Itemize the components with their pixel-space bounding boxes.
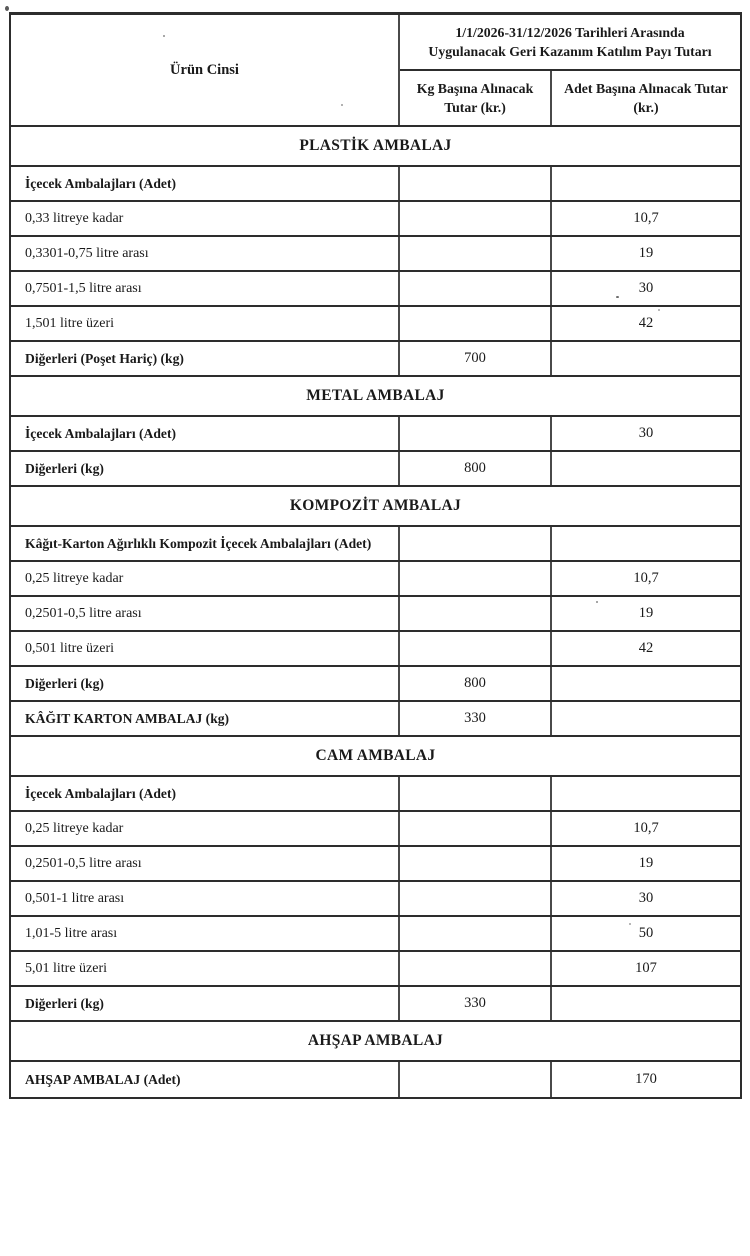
kg-value	[400, 527, 552, 560]
section-header-row	[11, 487, 740, 527]
table-row	[11, 202, 740, 237]
kg-value	[400, 202, 552, 235]
adet-value: 30	[638, 425, 654, 441]
product-label: 1,501 litre üzeri	[11, 307, 400, 340]
table-row	[11, 597, 740, 632]
kg-value	[400, 882, 552, 915]
kg-value: 330	[400, 987, 552, 1020]
product-label: 0,25 litreye kadar	[11, 562, 400, 595]
kg-value	[400, 632, 552, 665]
kg-value	[400, 307, 552, 340]
table-row	[11, 167, 740, 202]
scan-speck	[341, 104, 343, 106]
product-label: 0,501-1 litre arası	[11, 882, 400, 915]
section-header-row	[11, 377, 740, 417]
table-row	[11, 452, 740, 487]
table-body	[11, 127, 740, 1097]
product-label: 0,2501-0,5 litre arası	[11, 847, 400, 880]
adet-value	[552, 342, 740, 375]
product-label: Diğerleri (kg)	[11, 452, 400, 485]
adet-value	[552, 777, 740, 810]
section-title: METAL AMBALAJ	[306, 387, 445, 404]
adet-value: 10,7	[633, 570, 659, 586]
scan-speck	[163, 35, 165, 37]
product-label: 0,33 litreye kadar	[11, 202, 400, 235]
kg-value	[400, 597, 552, 630]
section-title: AHŞAP AMBALAJ	[307, 1032, 444, 1049]
scan-speck	[616, 296, 619, 298]
kg-value	[400, 952, 552, 985]
section-title: CAM AMBALAJ	[315, 747, 436, 764]
table-row	[11, 1062, 740, 1097]
table-row	[11, 777, 740, 812]
kg-value: 800	[400, 667, 552, 700]
product-label: Kâğıt-Karton Ağırlıklı Kompozit İçecek Ambalajları (Adet)	[11, 527, 400, 560]
adet-value: 19	[638, 855, 654, 871]
adet-value	[552, 702, 740, 735]
table-row	[11, 527, 740, 562]
adet-value	[552, 452, 740, 485]
section-header-row	[11, 1022, 740, 1062]
adet-value: 50	[638, 925, 654, 941]
adet-value	[552, 667, 740, 700]
product-label: 5,01 litre üzeri	[11, 952, 400, 985]
adet-value: 10,7	[633, 820, 659, 836]
table-row	[11, 272, 740, 307]
kg-value	[400, 562, 552, 595]
kg-value	[400, 812, 552, 845]
table-row	[11, 417, 740, 452]
product-label: İçecek Ambalajları (Adet)	[11, 777, 400, 810]
product-label: İçecek Ambalajları (Adet)	[11, 167, 400, 200]
table-header-subrow	[400, 71, 740, 125]
adet-value: 42	[638, 315, 654, 331]
kg-value	[400, 917, 552, 950]
table-row	[11, 632, 740, 667]
product-label: Diğerleri (kg)	[11, 667, 400, 700]
table-row	[11, 952, 740, 987]
adet-value	[552, 527, 740, 560]
table-row	[11, 812, 740, 847]
kg-value	[400, 417, 552, 450]
adet-value: 19	[638, 605, 654, 621]
recycling-fee-table	[9, 12, 742, 1099]
product-label: 0,2501-0,5 litre arası	[11, 597, 400, 630]
kg-value	[400, 237, 552, 270]
kg-value	[400, 1062, 552, 1097]
kg-value	[400, 847, 552, 880]
product-label: Diğerleri (Poşet Hariç) (kg)	[11, 342, 400, 375]
section-header-row	[11, 737, 740, 777]
scan-speck	[658, 309, 660, 311]
section-title: PLASTİK AMBALAJ	[299, 137, 452, 154]
kg-value: 330	[400, 702, 552, 735]
table-row	[11, 342, 740, 377]
table-row	[11, 987, 740, 1022]
product-label: 1,01-5 litre arası	[11, 917, 400, 950]
section-title: KOMPOZİT AMBALAJ	[289, 497, 462, 514]
kg-value: 700	[400, 342, 552, 375]
table-header-right	[400, 15, 740, 125]
scan-speck	[596, 601, 598, 603]
adet-value: 170	[635, 1071, 657, 1087]
column-header-kg-tutar: Kg Başına Alınacak Tutar (kr.)	[400, 71, 552, 125]
product-label: 0,501 litre üzeri	[11, 632, 400, 665]
kg-value	[400, 272, 552, 305]
section-header-row	[11, 127, 740, 167]
scan-speck	[629, 923, 631, 925]
table-row	[11, 307, 740, 342]
table-row	[11, 847, 740, 882]
table-row	[11, 667, 740, 702]
table-row	[11, 237, 740, 272]
scan-speck	[5, 6, 9, 11]
adet-value: 42	[638, 640, 654, 656]
column-header-urun-cinsi: Ürün Cinsi	[11, 15, 400, 125]
product-label: İçecek Ambalajları (Adet)	[11, 417, 400, 450]
product-label: KÂĞIT KARTON AMBALAJ (kg)	[11, 702, 400, 735]
column-header-adet-tutar: Adet Başına Alınacak Tutar (kr.)	[564, 80, 728, 115]
product-label: AHŞAP AMBALAJ (Adet)	[11, 1062, 400, 1097]
table-row	[11, 562, 740, 597]
adet-value: 107	[635, 960, 657, 976]
column-header-period: 1/1/2026-31/12/2026 Tarihleri Arasında Uygulanacak Geri Kazanım Katılım Payı Tutarı	[400, 15, 740, 71]
kg-value	[400, 777, 552, 810]
adet-value: 30	[638, 280, 654, 296]
product-label: 0,3301-0,75 litre arası	[11, 237, 400, 270]
adet-value	[552, 167, 740, 200]
adet-value: 19	[638, 245, 654, 261]
product-label: Diğerleri (kg)	[11, 987, 400, 1020]
product-label: 0,25 litreye kadar	[11, 812, 400, 845]
adet-value: 30	[638, 890, 654, 906]
product-label: 0,7501-1,5 litre arası	[11, 272, 400, 305]
table-row	[11, 882, 740, 917]
table-row	[11, 702, 740, 737]
adet-value	[552, 987, 740, 1020]
kg-value: 800	[400, 452, 552, 485]
adet-value: 10,7	[633, 210, 659, 226]
kg-value	[400, 167, 552, 200]
table-header	[11, 15, 740, 127]
